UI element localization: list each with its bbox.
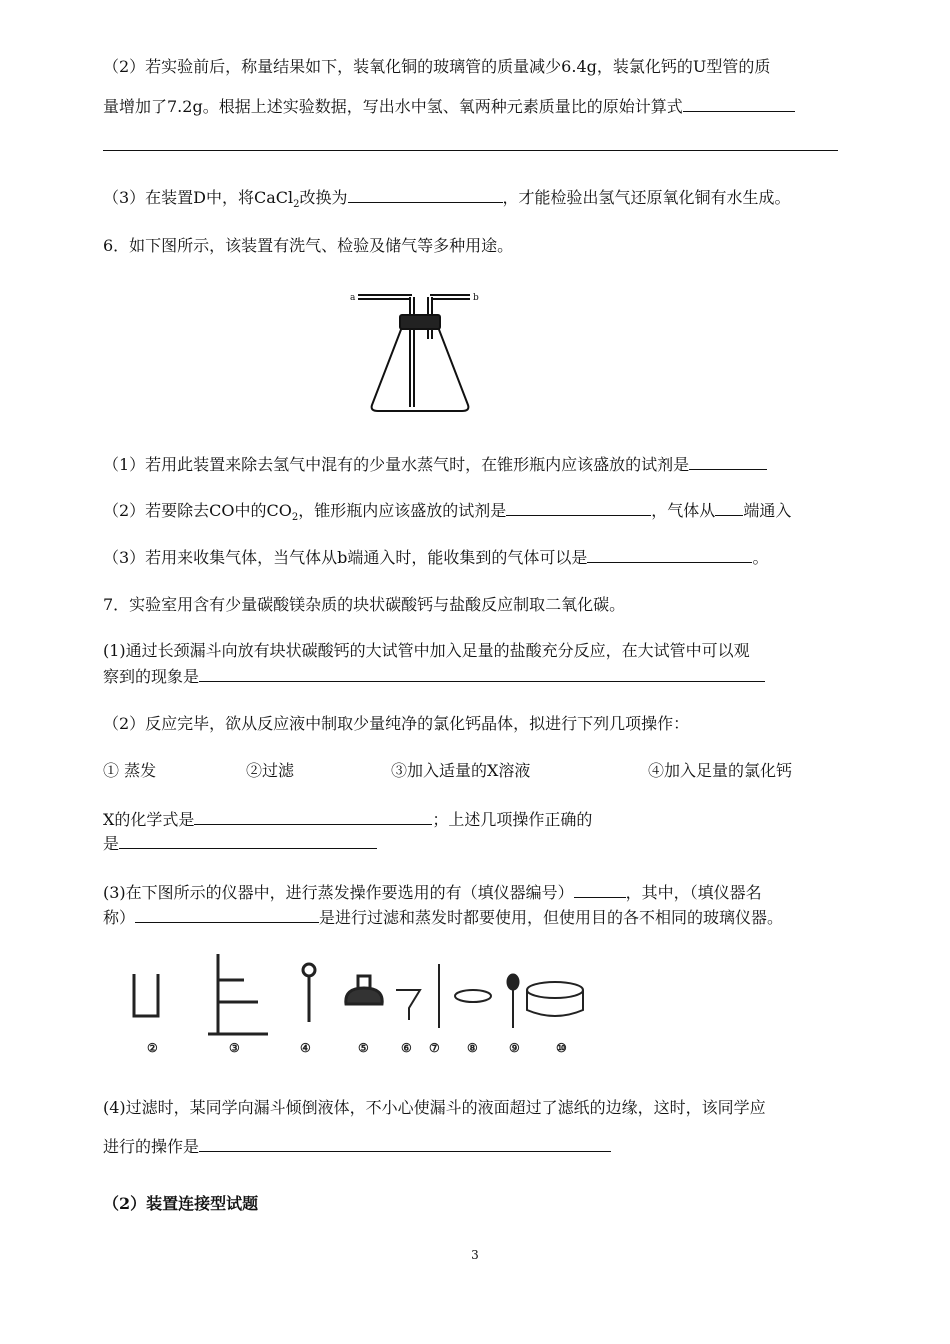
q6-reagent1-blank[interactable]: [689, 453, 767, 470]
beaker-icon: [134, 974, 158, 1016]
crystallizing-dish-icon: [527, 982, 583, 1016]
q7-instrument-number-blank[interactable]: [574, 881, 626, 898]
q5-part2-line2: [103, 95, 795, 118]
q7-part2-x-pre: X的化学式是: [103, 810, 195, 829]
q6-part2-sub: 2: [291, 512, 299, 524]
q5-part2-line1: （2）若实验前后，称量结果如下，装氧化铜的玻璃管的质量减少6.4g，装氯化钙的U型管的质: [103, 57, 771, 76]
instrument-label-7: ⑦: [429, 1041, 440, 1055]
alcohol-lamp-icon: [346, 976, 382, 1004]
funnel-icon: [396, 990, 420, 1020]
q7-operation-blank[interactable]: [199, 1135, 611, 1152]
q6-reagent2-blank[interactable]: [506, 499, 651, 516]
instrument-label-6: ⑥: [401, 1041, 412, 1055]
q7-part4-line2: [103, 1135, 611, 1158]
q7-part2-x: [103, 808, 592, 831]
q6-part2-mid: ，锥形瓶内应该盛放的试剂是: [298, 501, 507, 520]
q7-part3-line2: [103, 906, 783, 929]
q5-part3-sub: 2: [293, 199, 300, 211]
iron-stand-icon: [208, 954, 268, 1034]
q7-order-blank[interactable]: [119, 832, 377, 849]
instrument-label-4: ④: [300, 1041, 311, 1055]
q7-op1: ① 蒸发: [103, 761, 157, 780]
q6-gas-blank[interactable]: [587, 546, 752, 563]
q6-label-a: a: [350, 293, 356, 303]
instrument-label-10: ⑩: [556, 1041, 567, 1055]
q7-x-formula-blank[interactable]: [194, 808, 432, 825]
evaporating-dish-icon: [455, 990, 491, 1002]
section-heading: （2）装置连接型试题: [103, 1194, 259, 1213]
q7-part2-line3: [103, 832, 377, 855]
q6-flask-diagram: [350, 287, 490, 417]
q7-part1-line2-text: 察到的现象是: [103, 667, 200, 686]
q6-part3-post: 。: [752, 548, 769, 567]
q7-part3-line1: [103, 881, 762, 904]
q7-part3-line1-pre: (3)在下图所示的仪器中，进行蒸发操作要选用的有（填仪器编号）: [103, 883, 574, 902]
q5-part2-line2-text: 量增加了7.2g。根据上述实验数据，写出水中氢、氧两种元素质量比的原始计算式: [103, 97, 683, 116]
page-number: 3: [471, 1248, 479, 1262]
q7-part3-line2-post: 是进行过滤和蒸发时都要使用，但使用目的各不相同的玻璃仪器。: [319, 908, 784, 927]
q5-part3-mid: 改换为: [299, 188, 348, 207]
q6-part2-mid2: ，气体从: [651, 501, 716, 520]
q6-label-b: b: [473, 293, 479, 303]
q6-part2-pre: （2）若要除去CO中的CO: [103, 501, 292, 520]
q7-op3: ③加入适量的X溶液: [391, 761, 531, 780]
q7-part2: （2）反应完毕，欲从反应液中制取少量纯净的氯化钙晶体，拟进行下列几项操作：: [103, 714, 690, 733]
q6-part3: [103, 546, 768, 569]
q7-instrument-name-blank[interactable]: [135, 906, 319, 923]
pipette-icon: [508, 975, 518, 1028]
q6-part1-text: （1）若用此装置来除去氢气中混有的少量水蒸气时，在锥形瓶内应该盛放的试剂是: [103, 455, 690, 474]
q7-part1-line1: (1)通过长颈漏斗向放有块状碳酸钙的大试管中加入足量的盐酸充分反应，在大试管中可以观: [103, 641, 750, 660]
q5-part3: [103, 186, 791, 216]
q6-part2-post: 端通入: [743, 501, 792, 520]
q7-part4-line1: (4)过滤时，某同学向漏斗倾倒液体，不小心使漏斗的液面超过了滤纸的边缘，这时，该同学应: [103, 1098, 766, 1117]
q5-part3-pre: （3）在装置D中，将CaCl: [103, 188, 294, 207]
q7-part4-line2-text: 进行的操作是: [103, 1137, 200, 1156]
q6-stem: 6．如下图所示，该装置有洗气、检验及储气等多种用途。: [103, 236, 514, 255]
instrument-label-5: ⑤: [358, 1041, 369, 1055]
instrument-label-3: ③: [229, 1041, 240, 1055]
q6-part3-pre: （3）若用来收集气体，当气体从b端通入时，能收集到的气体可以是: [103, 548, 588, 567]
q7-instruments-diagram: [128, 950, 598, 1040]
q7-part2-x-post: ；上述几项操作正确的: [432, 810, 593, 829]
q7-phenomenon-blank[interactable]: [199, 665, 765, 682]
instrument-label-8: ⑧: [467, 1041, 478, 1055]
instrument-label-2: ②: [147, 1041, 158, 1055]
q7-stem: 7．实验室用含有少量碳酸镁杂质的块状碳酸钙与盐酸反应制取二氧化碳。: [103, 595, 626, 614]
q6-part2: [103, 499, 791, 529]
q5-reagent-blank[interactable]: [348, 186, 503, 203]
q7-op4: ④加入足量的氯化钙: [648, 761, 793, 780]
q7-part3-line2-pre: 称）: [103, 908, 136, 927]
dropper-icon: [303, 964, 315, 1022]
q6-part1: [103, 453, 767, 476]
q5-calc-blank[interactable]: [683, 95, 795, 112]
q7-part1-line2: [103, 665, 765, 688]
q6-port-blank[interactable]: [715, 499, 743, 516]
q7-part3-line1-post: ，其中，（填仪器名: [625, 883, 762, 902]
instrument-label-9: ⑨: [509, 1041, 520, 1055]
q5-part3-post: ，才能检验出氢气还原氧化铜有水生成。: [502, 188, 791, 207]
q5-calc-blank-line2[interactable]: [103, 150, 838, 151]
q7-part2-line3-text: 是: [103, 834, 120, 853]
q7-op2: ②过滤: [246, 761, 295, 780]
